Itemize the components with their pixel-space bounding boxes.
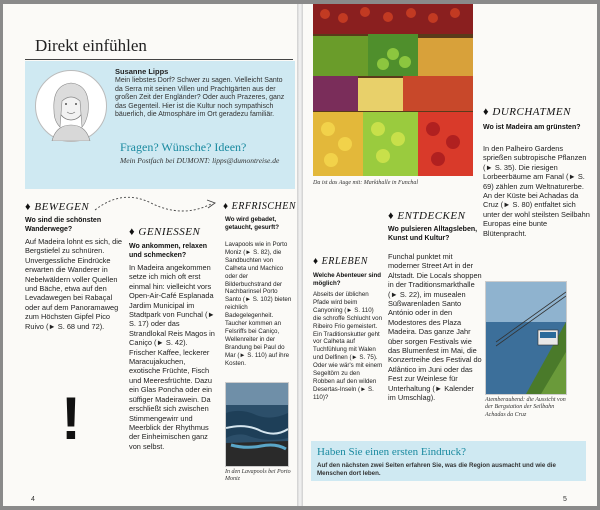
- exclamation-mark: !: [61, 385, 81, 452]
- section-erfrischen-head: ♦ ERFRISCHEN: [223, 201, 297, 212]
- section-geniessen-question: Wo ankommen, relaxen und schmecken?: [129, 243, 208, 259]
- author-intro: Mein liebstes Dorf? Schwer zu sagen. Vielleicht Santo da Serra mit seinen Villen und Prachtgärten aus der großen Zeit der Engländer? Oder auch Prazeres, ganz das Gegenteil. Hier ist die Kultur noch sympathisch bäuerlich, die Atmosphäre im Ort geradezu familiär.: [115, 77, 285, 119]
- market-photo: [313, 4, 473, 176]
- page-number-left: 4: [31, 496, 35, 503]
- section-entdecken-head: ♦ ENTDECKEN: [388, 210, 466, 222]
- section-geniessen-text: In Madeira angekommen setze ich mich oft erst einmal hin: vielleicht vors Open-Air-Café Esplanada Jardim Municipal im Stadtpark von Funchal (► S. 17) oder das Strandlokal Reis Magos in Caniço (► S. 42). Frischer Kaffee, leckerer Maracujakuchen, exotische Früchte, Fisch und Meeresfrüchte. Dazu ein Glas Poncha oder ein süffiger Madeirawein. Da erschließt sich zwischen Stimmengewirr und Meerblick der Rhythmus der Einheimischen ganz von selbst.: [129, 263, 215, 451]
- diamond-icon: ♦: [25, 201, 35, 213]
- cable-car-photo: [485, 281, 567, 395]
- section-bewegen-text: Auf Madeira lohnt es sich, die Bergstiefel zu schnüren. Unvergessliche Eindrücke erwarten die Wanderer in Nebelwäldern voller Quellen und Bäche, etwa auf den Levadawegen bei Rabaçal oder auf dem Panoramaweg zum Höchsten Gipfel Pico Ruivo (► S. 68 und 72).: [25, 237, 122, 331]
- section-erfrischen-text: Lavapools wie in Porto Moniz (► S. 82), die Sandbuchten von Calheta und Machico oder der Bilderbuchstrand der Nachbarinsel Porto Santo (► S. 102) bieten reichlich Badegelegenheit. Taucher kommen an Felsriffs bei Caniço, Wellenreiter in der Brandung bei Paul do Mar (► S. 110) auf ihre Kosten.: [225, 241, 292, 367]
- next-pages-text: Auf den nächsten zwei Seiten erfahren Sie, was die Region ausmacht und wie die Menschen dort leben.: [317, 462, 556, 477]
- section-entdecken-question: Wo pulsieren Alltagsleben, Kunst und Kultur?: [388, 226, 478, 242]
- section-durchatmen-question: Wo ist Madeira am grünsten?: [483, 124, 581, 131]
- next-pages-question: Haben Sie einen ersten Eindruck?: [317, 446, 467, 458]
- market-caption: Da ist das Auge mit: Markthalle in Funchal: [313, 180, 419, 186]
- author-email[interactable]: Mein Postfach bei DUMONT: lipps@dumontreise.de: [120, 156, 280, 165]
- page-number-right: 5: [563, 496, 567, 503]
- right-page: [303, 4, 597, 506]
- title-rule: [25, 59, 293, 60]
- diamond-icon: ♦: [223, 201, 232, 212]
- lavapools-caption: In den Lavapools bei Porto Moniz: [225, 469, 291, 483]
- diamond-icon: ♦: [313, 256, 322, 267]
- section-durchatmen-head: ♦ DURCHATMEN: [483, 106, 571, 118]
- lavapools-photo: [225, 382, 289, 467]
- section-bewegen-question: Wo sind die schönsten Wanderwege?: [25, 217, 102, 233]
- section-erleben-head: ♦ ERLEBEN: [313, 256, 368, 267]
- section-erleben-question: Welche Abenteuer sind möglich?: [313, 272, 382, 287]
- feedback-heading: Fragen? Wünsche? Ideen?: [120, 140, 247, 154]
- section-erfrischen-question: Wo wird gebadet, getaucht, gesurft?: [225, 216, 279, 231]
- section-entdecken-text: Funchal punktet mit moderner Street Art in der Altstadt. Die Locals shoppen in der Traditionsmarkthalle (► S. 22), im musealen Süßwarenladen Santo António oder in den Modestores des Plaza Madeira. Das ganze Jahr über sorgen Festivals wie das Blumenfest im Mai, die Konzertreihe des Festival do Atlântico im Juni oder das Fest zur Weinlese für Unterhaltung (► Kalender im Umschlag).: [388, 252, 482, 403]
- diamond-icon: ♦: [483, 106, 493, 118]
- section-bewegen-head: ♦ BEWEGEN: [25, 201, 90, 213]
- author-portrait: [35, 70, 107, 142]
- dashed-connector: [93, 190, 223, 220]
- diamond-icon: ♦: [129, 226, 139, 238]
- author-name: Susanne Lipps: [115, 67, 169, 76]
- page-title: Direkt einfühlen: [35, 36, 147, 55]
- section-erleben-text: Abseits der üblichen Pfade wird beim Canyoning (► S. 110) die schroffe Schlucht von Ribeiro Frio gemeistert. Ein Traditionskutter geht vor Calheta auf Tuchfühlung mit Walen und Delfinen (► S. 75). Oder wie wär's mit einem Segeltörn zu den Robben auf den wilden Desertas-Inseln (► S. 110)?: [313, 291, 383, 401]
- section-geniessen-head: ♦ GENIESSEN: [129, 226, 201, 238]
- cable-car-caption: Atemberaubend: die Aussicht von der Bergstation der Seilbahn Achadas da Cruz: [485, 397, 566, 418]
- left-page: [3, 4, 297, 506]
- diamond-icon: ♦: [388, 210, 398, 222]
- section-durchatmen-text: In den Palheiro Gardens sprießen subtropische Pflanzen (► S. 35). Die riesigen Lorbeerbäume am Fanal (► S. 69) zählen zum Weltnaturerbe. An der Küste bei Achadas da Cruz (► S. 80) entfaltet sich unter der wohl steilsten Seilbahn Europas eine bunte Blütenpracht.: [483, 144, 590, 238]
